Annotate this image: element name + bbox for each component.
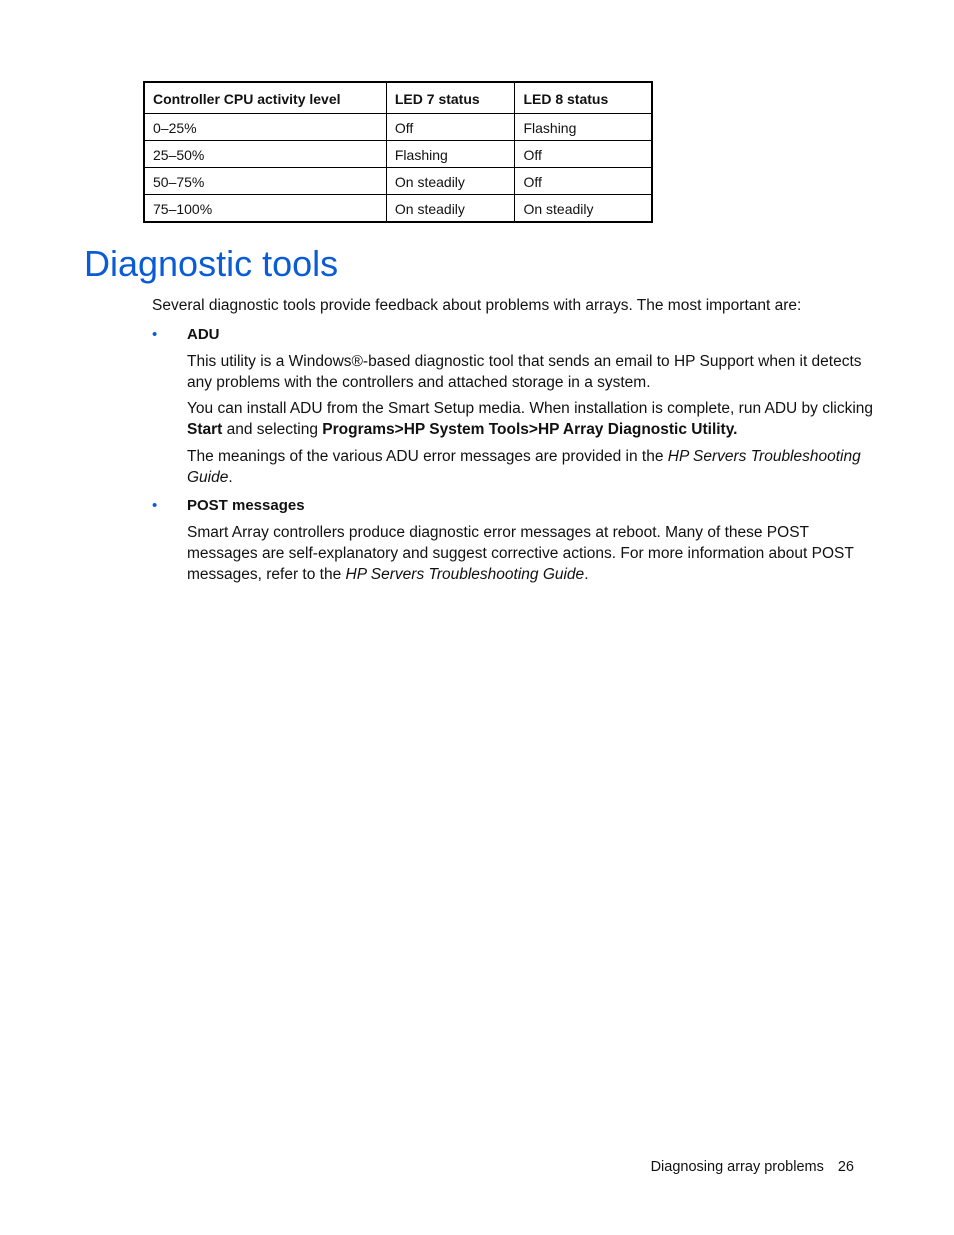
table-cell: On steadily	[386, 168, 515, 195]
adu-error-end: .	[228, 469, 233, 486]
post-description	[187, 522, 877, 585]
adu-install-text-2: and selecting	[222, 421, 323, 438]
adu-error-paragraph	[187, 446, 877, 488]
table-row	[144, 141, 652, 168]
table-row	[144, 168, 652, 195]
bullet-title-adu: ADU	[187, 326, 220, 343]
bullet-title-post: POST messages	[187, 497, 305, 514]
table-row	[144, 114, 652, 141]
table-cell: Off	[515, 168, 652, 195]
intro-paragraph: Several diagnostic tools provide feedback about problems with arrays. The most important are:	[152, 297, 802, 314]
page-number: 26	[837, 1159, 854, 1175]
post-text-end: .	[584, 566, 589, 583]
table-cell: On steadily	[386, 195, 515, 223]
table-header-row	[144, 82, 652, 114]
table-header-cell: LED 7 status	[386, 82, 515, 114]
table-cell: 25–50%	[144, 141, 386, 168]
adu-error-text: The meanings of the various ADU error messages are provided in the	[187, 448, 668, 465]
bullet-icon: •	[152, 497, 158, 514]
start-menu-label: Start	[187, 421, 223, 438]
bullet-icon: •	[152, 326, 158, 343]
programs-menu-path: Programs>HP System Tools>HP Array Diagnostic Utility.	[322, 421, 738, 438]
adu-install-paragraph	[187, 398, 877, 440]
adu-install-text: You can install ADU from the Smart Setup media. When installation is complete, run ADU by clicking	[187, 400, 874, 417]
adu-description: This utility is a Windows®-based diagnostic tool that sends an email to HP Support when it detects any problems with the controllers and attached storage in a system.	[187, 353, 862, 391]
table-cell: 75–100%	[144, 195, 386, 223]
guide-title: HP Servers Troubleshooting Guide	[187, 448, 861, 486]
table-header-cell: Controller CPU activity level	[144, 82, 386, 114]
table-cell: On steadily	[515, 195, 652, 223]
table-row	[144, 195, 652, 223]
table-cell: Off	[515, 141, 652, 168]
table-cell: Off	[386, 114, 515, 141]
footer-section-name: Diagnosing array problems	[650, 1159, 824, 1175]
table-cell: 50–75%	[144, 168, 386, 195]
led-status-table	[143, 81, 653, 223]
page-footer	[600, 1157, 854, 1177]
table-header-cell: LED 8 status	[515, 82, 652, 114]
guide-title: HP Servers Troubleshooting Guide	[345, 566, 585, 583]
table-cell: 0–25%	[144, 114, 386, 141]
table-cell: Flashing	[515, 114, 652, 141]
section-title: Diagnostic tools	[84, 243, 339, 284]
table-cell: Flashing	[386, 141, 515, 168]
post-text: Smart Array controllers produce diagnostic error messages at reboot. Many of these POST messages are self-explanatory and suggest corrective actions. For more information about POST messages, refer to the	[187, 524, 854, 583]
